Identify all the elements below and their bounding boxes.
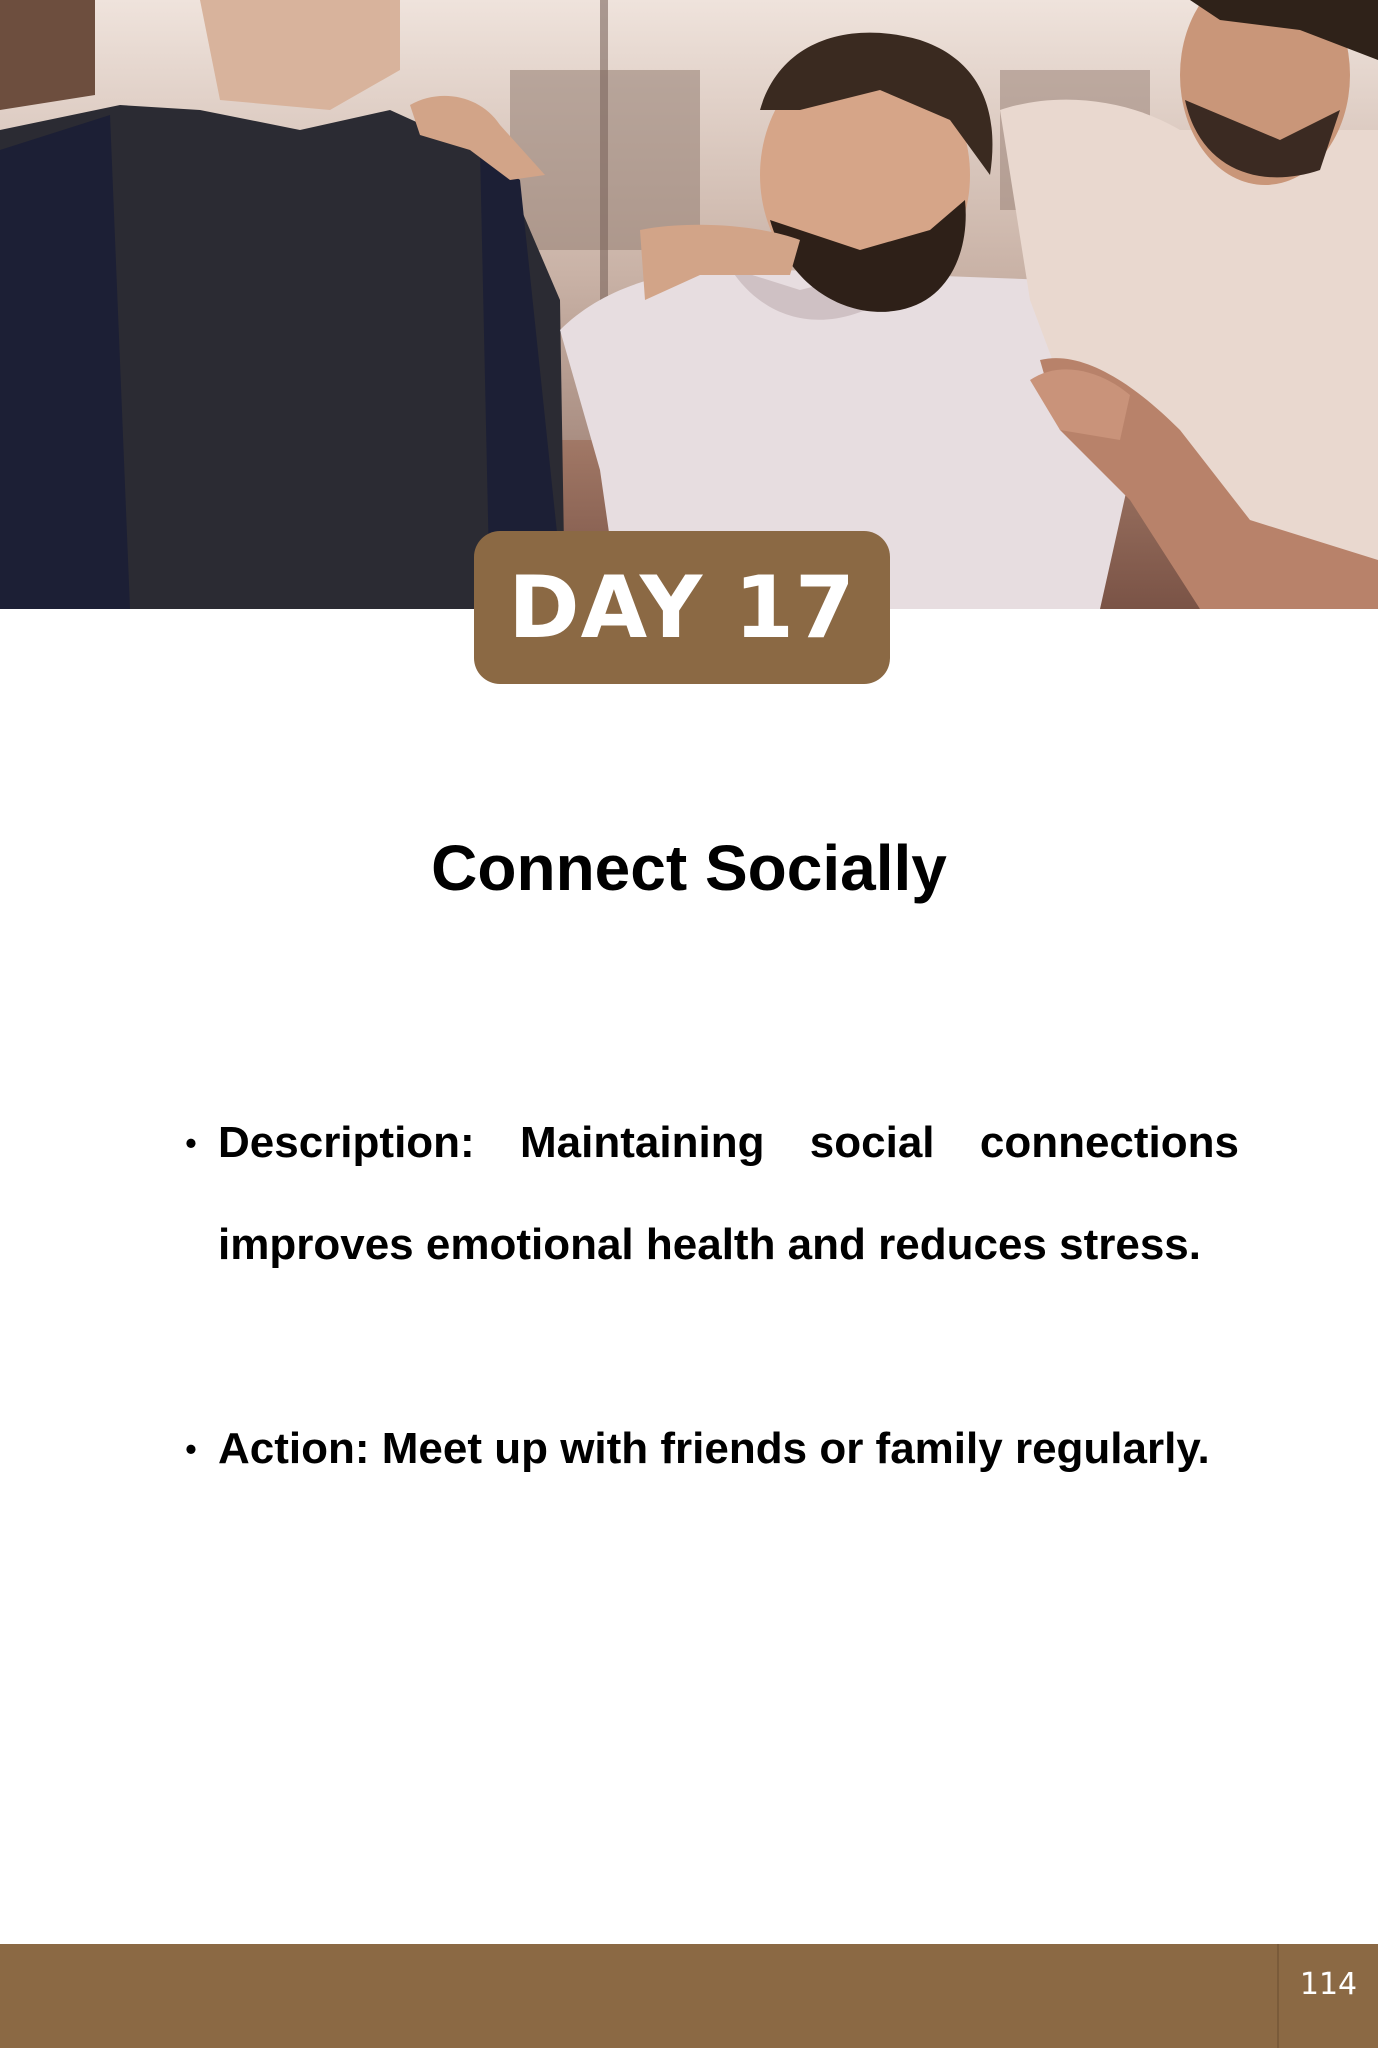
page-number: 114: [1299, 1966, 1358, 2002]
bullet-text: Description: Maintaining social connections improves emotional health and reduces stress.: [218, 1118, 1239, 1269]
day-badge: DAY 17: [474, 531, 890, 684]
bullet-list: [181, 1092, 1239, 1500]
footer-bar: [0, 1944, 1378, 2048]
bullet-text: Action: Meet up with friends or family regularly.: [218, 1424, 1210, 1473]
bullet-description: [181, 1092, 1239, 1296]
hero-photo: [0, 0, 1378, 609]
page-title: Connect Socially: [431, 832, 947, 904]
bullet-dot-icon: •: [185, 1431, 197, 1467]
bullet-action: [181, 1398, 1239, 1500]
bullet-dot-icon: •: [185, 1125, 197, 1161]
